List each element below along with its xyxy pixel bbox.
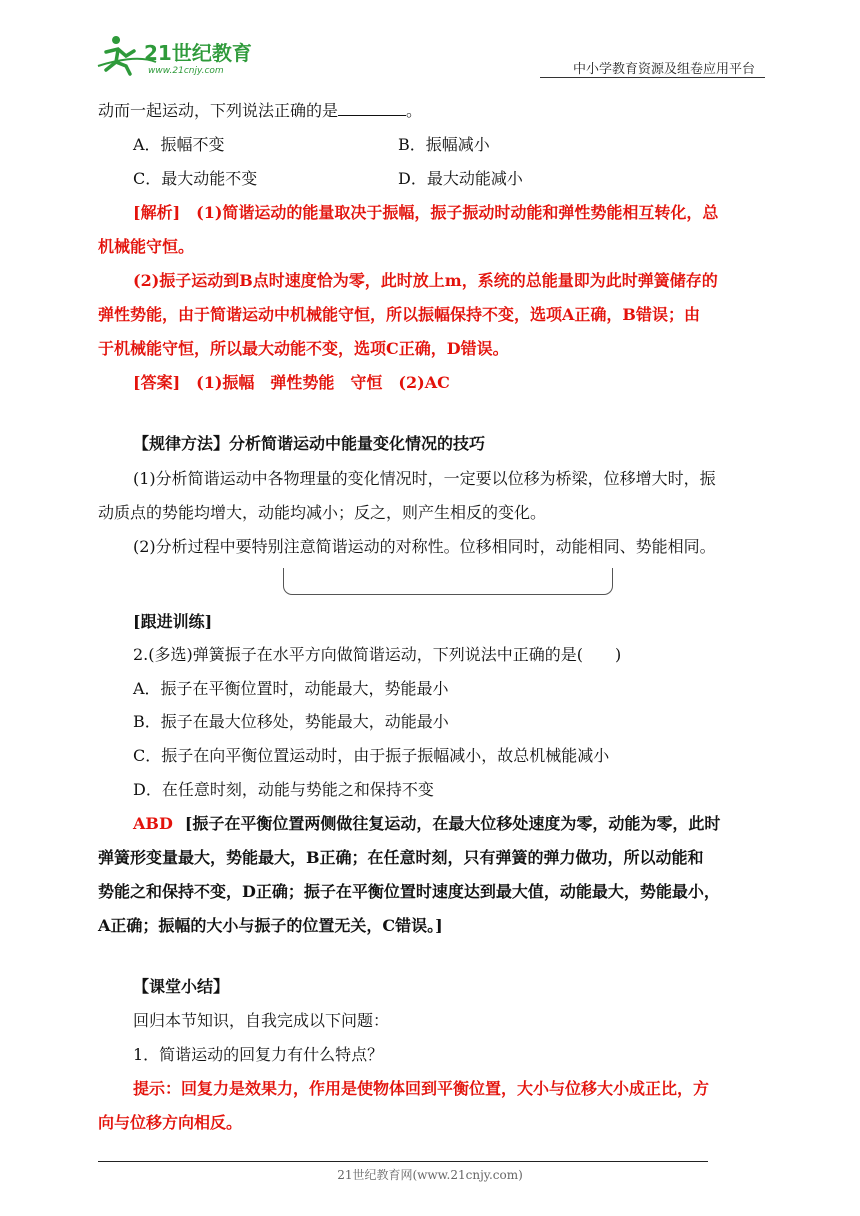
footer-divider xyxy=(98,1161,708,1162)
q2-explanation-line: A正确；振幅的大小与振子的位置无关，C错误。] xyxy=(98,916,443,935)
method-title: 【规律方法】分析简谐运动中能量变化情况的技巧 xyxy=(133,434,486,453)
q2-explanation-line: 弹簧形变量最大，势能最大，B正确；在任意时刻，只有弹簧的弹力做功，所以动能和 xyxy=(98,848,704,867)
summary-intro: 回归本节知识，自我完成以下问题： xyxy=(133,1011,390,1030)
header-divider xyxy=(540,77,765,78)
decorative-bracket xyxy=(283,568,613,595)
analysis-line: [解析] (1)简谐运动的能量取决于振幅，振子振动时动能和弹性势能相互转化，总 xyxy=(133,203,719,222)
q2-explanation-line: 势能之和保持不变，D正确；振子在平衡位置时速度达到最大值，动能最大，势能最小， xyxy=(98,882,720,901)
q2-answer-label: ABD xyxy=(133,814,173,833)
method-line: (1)分析简谐运动中各物理量的变化情况时，一定要以位移为桥梁，位移增大时，振 xyxy=(133,469,716,488)
summary-question-1: 1．简谐运动的回复力有什么特点？ xyxy=(133,1045,384,1064)
answer-blank xyxy=(338,101,406,116)
analysis-line: (2)振子运动到B点时速度恰为零，此时放上m，系统的总能量即为此时弹簧储存的 xyxy=(133,271,718,290)
option-b: B．振幅减小 xyxy=(398,135,490,154)
summary-title: 【课堂小结】 xyxy=(133,977,230,996)
hint-line: 提示：回复力是效果力，作用是使物体回到平衡位置，大小与位移大小成正比，方 xyxy=(133,1079,710,1098)
header-platform-name: 中小学教育资源及组卷应用平台 xyxy=(572,62,755,77)
analysis-line: 于机械能守恒，所以最大动能不变，选项C正确，D错误。 xyxy=(98,339,509,358)
question-2: 2.(多选)弹簧振子在水平方向做简谐运动，下列说法中正确的是( ) xyxy=(133,645,622,664)
method-line: 动质点的势能均增大，动能均减小；反之，则产生相反的变化。 xyxy=(98,503,547,522)
option-a: A．振幅不变 xyxy=(133,135,225,154)
hint-line: 向与位移方向相反。 xyxy=(98,1113,243,1132)
q2-option-b: B．振子在最大位移处，势能最大，动能最小 xyxy=(133,712,449,731)
q2-answer-line: ABD [振子在平衡位置两侧做往复运动，在最大位移处速度为零，动能为零，此时 xyxy=(133,814,721,833)
q2-option-c: C．振子在向平衡位置运动时，由于振子振幅减小，故总机械能减小 xyxy=(133,746,610,765)
q2-option-a: A．振子在平衡位置时，动能最大，势能最小 xyxy=(133,679,449,698)
runner-logo-icon xyxy=(96,36,266,78)
practice-title: [跟进训练] xyxy=(133,612,213,631)
logo xyxy=(96,36,266,78)
analysis-line: 弹性势能，由于简谐运动中机械能守恒，所以振幅保持不变，选项A正确，B错误；由 xyxy=(98,305,700,324)
method-line: (2)分析过程中要特别注意简谐运动的对称性。位移相同时，动能相同、势能相同。 xyxy=(133,537,716,556)
svg-text:21世纪教育: 21世纪教育 xyxy=(144,41,252,65)
option-d: D．最大动能减小 xyxy=(398,169,523,188)
answer-line: [答案] (1)振幅 弹性势能 守恒 (2)AC xyxy=(133,373,450,392)
question-stem-end: 动而一起运动，下列说法正确的是 。 xyxy=(98,101,423,120)
analysis-line: 机械能守恒。 xyxy=(98,237,195,256)
option-c: C．最大动能不变 xyxy=(133,169,258,188)
footer-text: 21世纪教育网(www.21cnjy.com) xyxy=(337,1168,523,1182)
svg-text:www.21cnjy.com: www.21cnjy.com xyxy=(148,66,224,76)
q2-option-d: D．在任意时刻，动能与势能之和保持不变 xyxy=(133,780,434,799)
